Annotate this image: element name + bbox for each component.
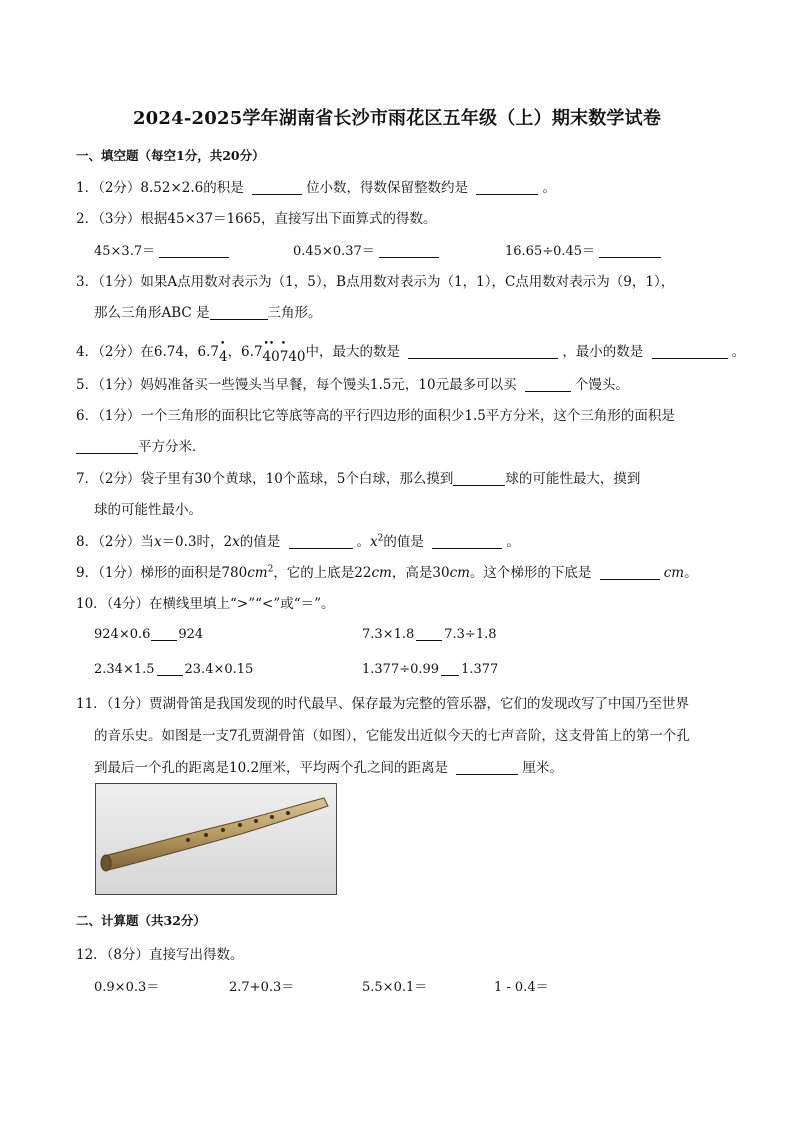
question-4: 4．（2分）在6.74，6.7 • 4，6.7 •• 40 • 740中，最大的数是 ，最小的数是 。 xyxy=(76,339,746,365)
question-6-line-2: 平方分米． xyxy=(76,435,206,455)
answer-blank[interactable] xyxy=(599,243,661,258)
q2-item-2: 0.45×0.37＝ xyxy=(293,240,443,259)
page-title: 2024-2025学年湖南省长沙市雨花区五年级（上）期末数学试卷 xyxy=(132,108,662,129)
answer-blank[interactable] xyxy=(416,626,442,641)
answer-blank[interactable] xyxy=(157,661,183,676)
question-2: 2．（3分）根据45×37＝1665，直接写出下面算式的得数。 xyxy=(76,211,437,227)
question-9: 9．（1分）梯形的面积是$780cm^2$，它的上底是22cm，高是30cm。这个梯形的下底是 cm。 xyxy=(76,564,698,581)
question-11-line-3: 到最后一个孔的距离是10.2厘米，平均两个孔之间的距离是 厘米。 xyxy=(94,760,563,776)
question-6-line-1: 6．（1分）一个三角形的面积比它等底等高的平行四边形的面积少1.5平方分米，这个三角形的面积是 xyxy=(76,408,675,424)
q12-item-2: 2.7+0.3＝ xyxy=(229,980,295,995)
answer-blank[interactable] xyxy=(408,344,558,359)
question-11-line-2: 的音乐史。如图是一支7孔贾湖骨笛（如图），它能发出近似今天的七声音阶，这支骨笛上的第一个孔 xyxy=(94,728,690,744)
q12-item-1: 0.9×0.3＝ xyxy=(94,980,160,995)
question-5: 5．（1分）妈妈准备买一些馒头当早餐，每个馒头1.5元，10元最多可以买 个馒头。 xyxy=(76,377,629,393)
answer-blank[interactable] xyxy=(441,661,459,676)
answer-blank[interactable] xyxy=(289,534,353,549)
question-7-line-2: 球的可能性最小。 xyxy=(94,502,202,518)
q10-item-2: 7.3×1.8 7.3÷1.8 xyxy=(362,627,497,642)
answer-blank[interactable] xyxy=(76,439,138,454)
answer-blank[interactable] xyxy=(432,534,502,549)
q12-item-4: 1 - 0.4＝ xyxy=(494,980,549,995)
bone-flute-photo xyxy=(95,783,337,895)
q10-item-4: 1.377÷0.99 1.377 xyxy=(362,662,499,677)
q2-item-3: 16.65÷0.45＝ xyxy=(505,240,665,259)
answer-blank[interactable] xyxy=(525,377,571,392)
question-1: 1．（2分）8.52×2.6的积是 位小数，得数保留整数约是 。 xyxy=(76,180,556,196)
q10-item-1: 924×0.6 924 xyxy=(94,627,204,642)
question-7-line-1: 7．（2分）袋子里有30个黄球，10个蓝球，5个白球，那么摸到 球的可能性最大，摸到 xyxy=(76,471,641,487)
answer-blank[interactable] xyxy=(151,626,177,641)
section-calculation-heading: 二、计算题（共32分） xyxy=(76,913,206,928)
q12-item-3: 5.5×0.1＝ xyxy=(362,980,428,995)
question-3-line-1: 3．（1分）如果A点用数对表示为（1，5），B点用数对表示为（1，1），C点用数对表示为（9，1）， xyxy=(76,274,675,290)
question-10: 10．（4分）在横线里填上“>”“<”或“＝”。 xyxy=(76,596,335,612)
question-3-line-2: 那么三角形ABC 是 三角形。 xyxy=(94,305,322,321)
question-8: 8．（2分）当x＝0.3时，2x的值是 。$x^2$的值是 。 xyxy=(76,533,520,550)
question-12: 12．（8分）直接写出得数。 xyxy=(76,947,244,963)
answer-blank[interactable] xyxy=(476,180,538,195)
section-fill-blank-heading: 一、填空题（每空1分，共20分） xyxy=(76,148,265,163)
q2-item-1: 45×3.7＝ xyxy=(94,240,233,259)
answer-blank[interactable] xyxy=(210,305,268,320)
answer-blank[interactable] xyxy=(252,180,302,195)
question-11-line-1: 11．（1分）贾湖骨笛是我国发现的时代最早、保存最为完整的管乐器，它们的发现改写了中国乃至世界 xyxy=(76,696,690,712)
answer-blank[interactable] xyxy=(456,760,518,775)
answer-blank[interactable] xyxy=(453,471,505,486)
bone-flute-image xyxy=(96,784,336,894)
answer-blank[interactable] xyxy=(600,565,660,580)
answer-blank[interactable] xyxy=(159,243,229,258)
answer-blank[interactable] xyxy=(379,243,439,258)
answer-blank[interactable] xyxy=(652,344,728,359)
q10-item-3: 2.34×1.5 23.4×0.15 xyxy=(94,662,254,677)
